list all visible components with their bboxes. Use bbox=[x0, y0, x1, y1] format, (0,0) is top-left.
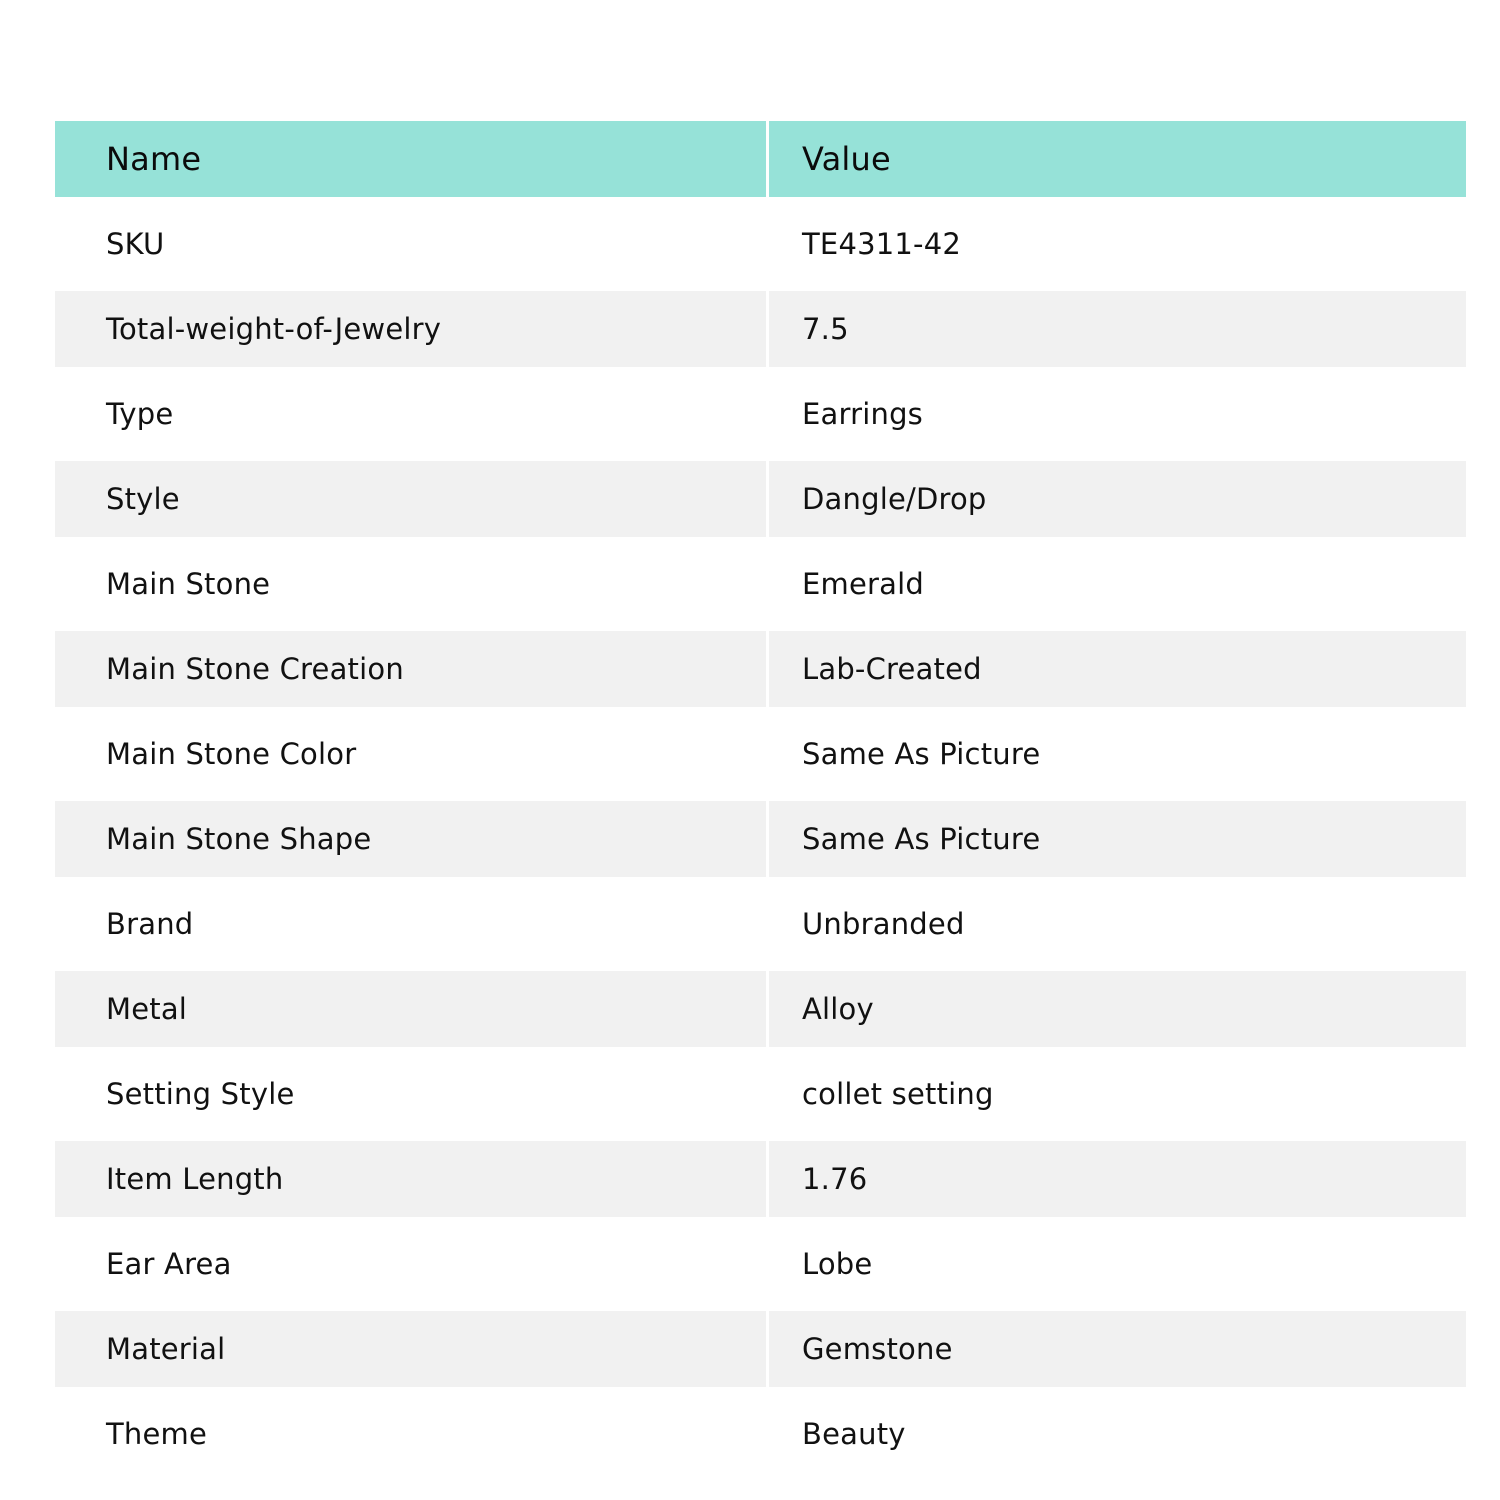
row-name-cell: Theme bbox=[55, 1387, 766, 1481]
row-value-cell: collet setting bbox=[766, 1047, 1466, 1141]
table-row bbox=[55, 461, 1466, 537]
row-name-cell: Type bbox=[55, 367, 766, 461]
table-row bbox=[55, 1047, 1466, 1141]
row-name-cell: Brand bbox=[55, 877, 766, 971]
row-name-cell: Main Stone Shape bbox=[55, 801, 766, 877]
row-value-cell: Lobe bbox=[766, 1217, 1466, 1311]
row-name-cell: Main Stone Creation bbox=[55, 631, 766, 707]
row-name-cell: SKU bbox=[55, 197, 766, 291]
row-name-cell: Ear Area bbox=[55, 1217, 766, 1311]
row-value-cell: Dangle/Drop bbox=[766, 461, 1466, 537]
row-value-cell: TE4311-42 bbox=[766, 197, 1466, 291]
row-name-cell: Total-weight-of-Jewelry bbox=[55, 291, 766, 367]
table-row bbox=[55, 1217, 1466, 1311]
header-row bbox=[55, 121, 1466, 197]
table-row bbox=[55, 801, 1466, 877]
column-header-value: Value bbox=[766, 121, 1466, 197]
table-row bbox=[55, 537, 1466, 631]
row-name-cell: Material bbox=[55, 1311, 766, 1387]
table-row bbox=[55, 1141, 1466, 1217]
row-name-cell: Main Stone bbox=[55, 537, 766, 631]
table-body bbox=[55, 197, 1466, 1481]
table-row bbox=[55, 367, 1466, 461]
spec-table bbox=[55, 121, 1466, 1481]
row-value-cell: Same As Picture bbox=[766, 801, 1466, 877]
table-row bbox=[55, 631, 1466, 707]
row-value-cell: Unbranded bbox=[766, 877, 1466, 971]
column-header-name: Name bbox=[55, 121, 766, 197]
row-name-cell: Metal bbox=[55, 971, 766, 1047]
row-value-cell: Alloy bbox=[766, 971, 1466, 1047]
row-value-cell: 7.5 bbox=[766, 291, 1466, 367]
table-row bbox=[55, 877, 1466, 971]
table-row bbox=[55, 291, 1466, 367]
row-value-cell: Gemstone bbox=[766, 1311, 1466, 1387]
table-row bbox=[55, 1311, 1466, 1387]
row-value-cell: Lab-Created bbox=[766, 631, 1466, 707]
row-value-cell: Emerald bbox=[766, 537, 1466, 631]
row-value-cell: Beauty bbox=[766, 1387, 1466, 1481]
table-row bbox=[55, 707, 1466, 801]
table-row bbox=[55, 197, 1466, 291]
row-name-cell: Main Stone Color bbox=[55, 707, 766, 801]
row-name-cell: Item Length bbox=[55, 1141, 766, 1217]
row-name-cell: Setting Style bbox=[55, 1047, 766, 1141]
table-row bbox=[55, 1387, 1466, 1481]
row-value-cell: 1.76 bbox=[766, 1141, 1466, 1217]
table-row bbox=[55, 971, 1466, 1047]
row-value-cell: Earrings bbox=[766, 367, 1466, 461]
row-value-cell: Same As Picture bbox=[766, 707, 1466, 801]
table-header bbox=[55, 121, 1466, 197]
row-name-cell: Style bbox=[55, 461, 766, 537]
